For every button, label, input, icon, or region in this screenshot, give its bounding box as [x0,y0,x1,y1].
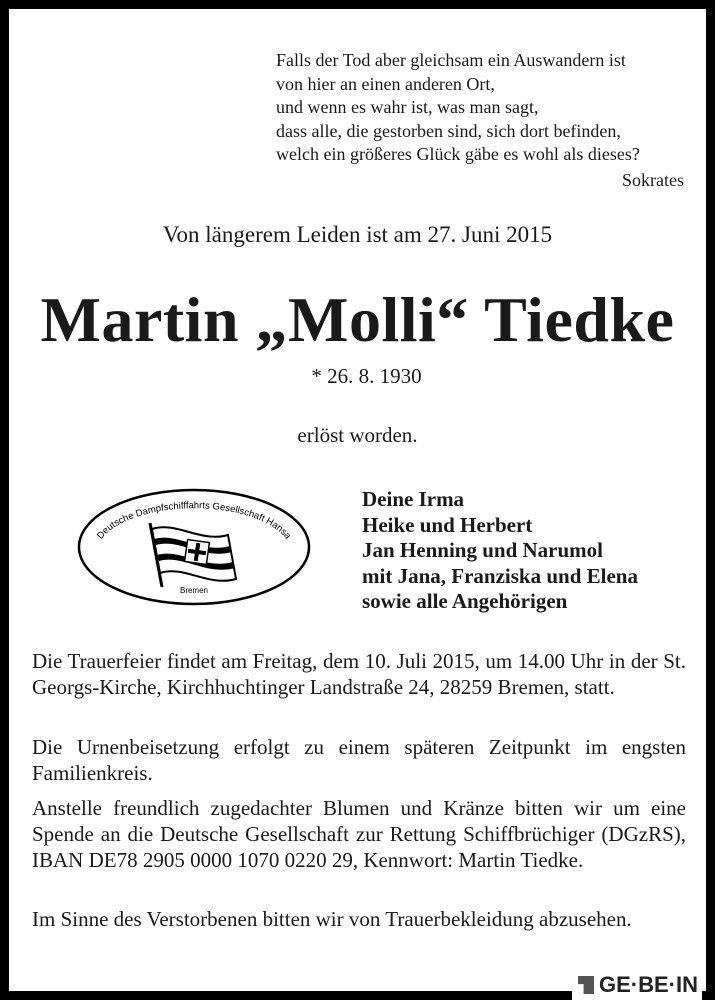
donation-paragraph: Anstelle freundlich zugedachter Blumen und Kränze bitten wir um eine Spende an die Deutsche Gesellschaft zur Rettung Schiffbrüchiger (DGzRS), IBAN DE78 2905 0000 1070 0220 29, Kennwort: Martin Tiedke. [32,796,686,872]
mourner-line: Deine Irma [362,487,465,511]
brand-text: GE·BE·IN [599,972,698,997]
mourner-line: Jan Henning und Narumol [362,538,603,562]
gebein-brand-logo [572,972,702,1000]
birth-date: * 26. 8. 1930 [311,364,422,388]
shipping-company-logo [76,487,312,607]
mourner-line: Heike und Herbert [362,512,533,537]
funeral-service-paragraph: Die Trauerfeier findet am Freitag, dem 10. Juli 2015, um 14.00 Uhr in der St. Georgs-Kirche, Kirchhuchtinger Landstraße 24, 28259 Bremen, statt. [32,649,686,699]
quote-line: von hier an einen anderen Ort, [276,73,495,94]
deceased-name: Martin „Molli“ Tiedke [40,284,675,355]
quote-line: welch ein größeres Glück gäbe es wohl als dieses? [276,144,640,164]
logo-arc-text: Deutsche Dampfschifffahrts Gesellschaft Hansa [94,500,294,542]
released-text: erlöst worden. [297,423,418,447]
urn-burial-paragraph: Die Urnenbeisetzung erfolgt zu einem späteren Zeitpunkt im engsten Familienkreis. [32,735,686,785]
quote-line: dass alle, die gestorben sind, sich dort befinden, [276,120,621,141]
mourners-list [362,487,638,615]
quote-author: Sokrates [622,169,684,190]
quote-line: und wenn es wahr ist, was man sagt, [276,97,539,117]
intro-text: Von längerem Leiden ist am 27. Juni 2015 [162,222,553,247]
logo-city-text: Bremen [179,586,209,595]
dress-code-paragraph: Im Sinne des Verstorbenen bitten wir von Trauerbekleidung abzusehen. [32,907,632,931]
quote-line: Falls der Tod aber gleichsam ein Auswandern ist [276,50,626,70]
brand-mark-icon [578,976,594,994]
mourner-line: sowie alle Angehörigen [362,589,568,613]
quote-block [276,49,686,192]
mourner-line: mit Jana, Franziska und Elena [362,563,638,588]
